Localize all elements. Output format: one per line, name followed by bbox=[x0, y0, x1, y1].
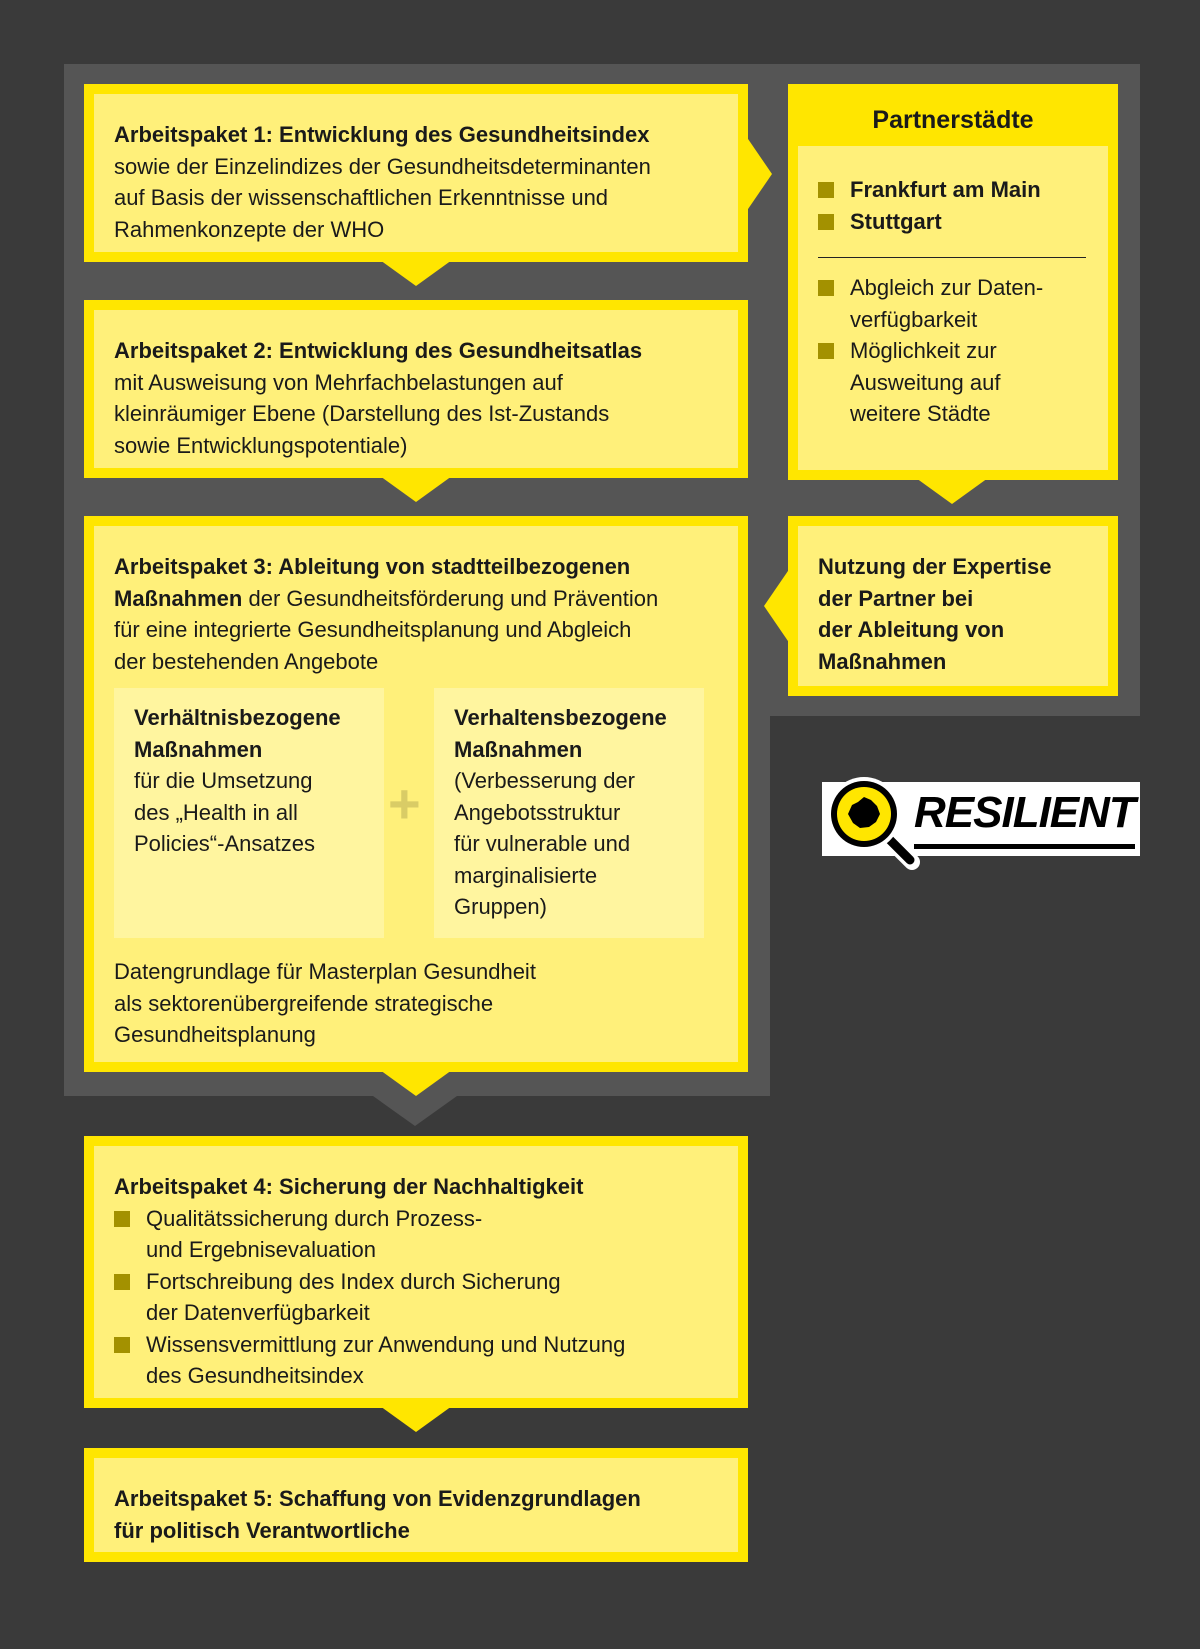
ap2-line: mit Ausweisung von Mehrfachbelastungen auf bbox=[114, 369, 563, 395]
ap4-bullet-line: des Gesundheitsindex bbox=[146, 1363, 364, 1388]
right-measures-line: marginalisierte bbox=[454, 862, 598, 888]
partner-bullet bbox=[818, 335, 1098, 430]
ap4-bullet-line: der Datenverfügbarkeit bbox=[146, 1300, 370, 1325]
ap5-line: Arbeitspaket 5: Schaffung von Evidenzgrundlagen bbox=[114, 1486, 641, 1511]
ap4-bullet bbox=[114, 1266, 738, 1329]
ap3-right-measures bbox=[434, 688, 704, 938]
left-measures-line: für die Umsetzung bbox=[134, 768, 313, 793]
expertise-line: der Ableitung von bbox=[818, 617, 1005, 642]
partner-divider bbox=[818, 257, 1086, 258]
ap5-line: für politisch Verantwortliche bbox=[114, 1517, 410, 1543]
partner-bullet-line: verfügbarkeit bbox=[850, 306, 978, 332]
ap1-line: auf Basis der wissenschaftlichen Erkenntnisse und bbox=[114, 185, 609, 210]
arrow-expertise-ap3 bbox=[764, 568, 790, 644]
right-measures-line: für vulnerable und bbox=[454, 831, 631, 856]
partner-city: Stuttgart bbox=[818, 206, 1098, 238]
plus-sign: + bbox=[388, 772, 421, 835]
logo-text: RESILIENT bbox=[914, 782, 1135, 849]
expertise-line: Maßnahmen bbox=[818, 648, 947, 674]
ap2-title: Arbeitspaket 2: Entwicklung des Gesundheitsatlas bbox=[114, 338, 643, 363]
work-package-4 bbox=[84, 1136, 748, 1408]
ap4-title: Arbeitspaket 4: Sicherung der Nachhaltigkeit bbox=[114, 1174, 584, 1199]
partner-bullet-line: Abgleich zur Daten- bbox=[850, 275, 1044, 300]
arrow-ap1-partner bbox=[746, 136, 772, 212]
ap3-footer-line: Datengrundlage für Masterplan Gesundheit bbox=[114, 959, 536, 984]
ap3-title-bold: Arbeitspaket 3: Ableitung von stadtteilbezogenen bbox=[114, 554, 631, 579]
work-package-3 bbox=[84, 516, 748, 1072]
partner-bullet-line: Ausweitung auf bbox=[850, 369, 1001, 395]
expertise-line: der Partner bei bbox=[818, 585, 974, 611]
ap1-line: sowie der Einzelindizes der Gesundheitsdeterminanten bbox=[114, 153, 651, 179]
work-package-5 bbox=[84, 1448, 748, 1562]
left-measures-title-2: Maßnahmen bbox=[134, 736, 263, 762]
arrow-partner-expertise bbox=[916, 478, 988, 504]
partner-city: Frankfurt am Main bbox=[818, 174, 1098, 206]
ap3-line: der bestehenden Angebote bbox=[114, 648, 379, 674]
ap3-left-measures bbox=[114, 688, 384, 938]
partner-bullet-line: weitere Städte bbox=[850, 401, 991, 426]
right-measures-line: Gruppen) bbox=[454, 894, 547, 919]
ap4-bullet bbox=[114, 1329, 738, 1392]
ap3-footer-line: Gesundheitsplanung bbox=[114, 1022, 316, 1047]
work-package-1 bbox=[84, 84, 748, 262]
ap4-bullet-line: Wissensvermittlung zur Anwendung und Nutzung bbox=[146, 1331, 626, 1357]
ap3-line: für eine integrierte Gesundheitsplanung und Abgleich bbox=[114, 617, 632, 642]
ap4-bullet-line: Qualitätssicherung durch Prozess- bbox=[146, 1205, 483, 1231]
right-measures-line: (Verbesserung der bbox=[454, 768, 635, 793]
ap4-bullet-line: Fortschreibung des Index durch Sicherung bbox=[146, 1268, 561, 1294]
left-measures-title: Verhältnisbezogene bbox=[134, 705, 341, 730]
ap1-title: Arbeitspaket 1: Entwicklung des Gesundheitsindex bbox=[114, 122, 650, 147]
partner-cities bbox=[788, 84, 1118, 480]
left-measures-line: des „Health in all bbox=[134, 799, 298, 825]
ap3-footer-line: als sektorenübergreifende strategische bbox=[114, 990, 494, 1016]
ap3-title-line-1 bbox=[114, 551, 738, 583]
work-package-2 bbox=[84, 300, 748, 478]
ap3-title-line-2 bbox=[114, 583, 738, 615]
expertise-line: Nutzung der Expertise bbox=[818, 554, 1052, 579]
partner-title: Partnerstädte bbox=[798, 94, 1108, 146]
ap3-title-rest: der Gesundheitsförderung und Prävention bbox=[242, 585, 659, 611]
right-measures-title-2: Maßnahmen bbox=[454, 736, 583, 762]
arrow-ap1-ap2 bbox=[380, 260, 452, 286]
ap3-title-bold-2: Maßnahmen bbox=[114, 585, 243, 611]
resilient-logo bbox=[822, 772, 1140, 872]
left-measures-line: Policies“-Ansatzes bbox=[134, 831, 315, 856]
ap1-line: Rahmenkonzepte der WHO bbox=[114, 216, 385, 242]
grey-panel-arrow bbox=[373, 1096, 457, 1126]
arrow-ap3-ap4 bbox=[380, 1070, 452, 1096]
arrow-ap4-ap5 bbox=[380, 1406, 452, 1432]
ap4-bullet bbox=[114, 1203, 738, 1266]
partner-bullet bbox=[818, 272, 1098, 335]
partner-bullet-line: Möglichkeit zur bbox=[850, 338, 997, 363]
right-measures-line: Angebotsstruktur bbox=[454, 799, 621, 825]
ap2-line: sowie Entwicklungspotentiale) bbox=[114, 432, 408, 458]
arrow-ap2-ap3 bbox=[380, 476, 452, 502]
right-measures-title: Verhaltensbezogene bbox=[454, 705, 667, 730]
partner-expertise bbox=[788, 516, 1118, 696]
magnifier-icon bbox=[822, 772, 932, 872]
ap4-bullet-line: und Ergebnisevaluation bbox=[146, 1237, 376, 1262]
ap2-line: kleinräumiger Ebene (Darstellung des Ist-Zustands bbox=[114, 401, 610, 426]
